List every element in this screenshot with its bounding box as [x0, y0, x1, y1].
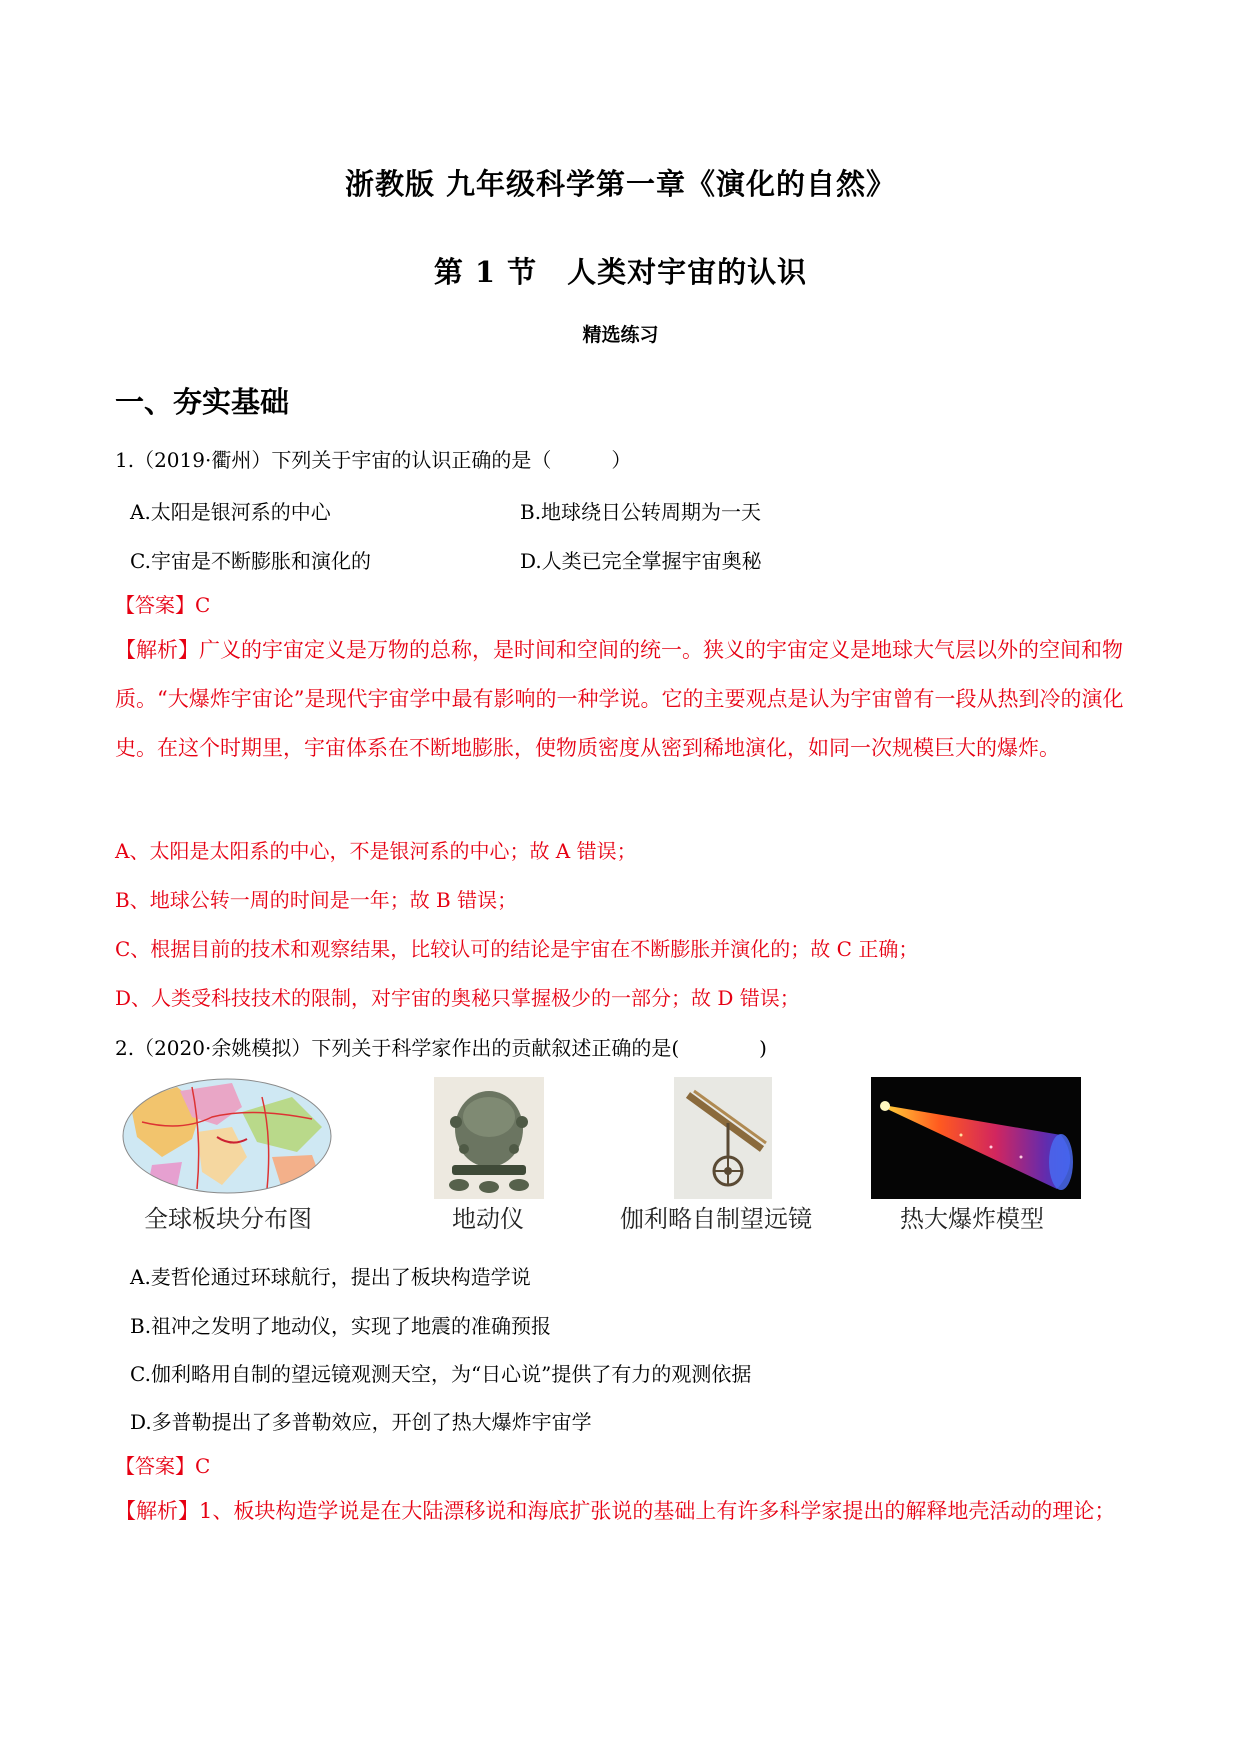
caption-big-bang: 热大爆炸模型: [900, 1205, 1044, 1233]
caption-seismograph: 地动仪: [452, 1205, 524, 1233]
exercise-label: 精选练习: [582, 324, 659, 346]
part-heading: 一、夯实基础: [115, 385, 290, 419]
q2-option-c: C.伽利略用自制的望远镜观测天空，为“日心说”提供了有力的观测依据: [130, 1362, 752, 1386]
q1-option-a: A.太阳是银河系的中心: [130, 500, 331, 524]
q2-image-row: [0, 1075, 1241, 1245]
q1-answer: 【答案】C: [115, 593, 211, 617]
q1-option-c: C.宇宙是不断膨胀和演化的: [130, 549, 371, 573]
caption-telescope: 伽利略自制望远镜: [620, 1205, 812, 1233]
q1-point-a: A、太阳是太阳系的中心，不是银河系的中心；故 A 错误；: [115, 839, 637, 863]
section-heading: 第 1 节 人类对宇宙的认识: [433, 255, 808, 289]
caption-plate-map: 全球板块分布图: [144, 1205, 312, 1233]
q1-option-d: D.人类已完全掌握宇宙奥秘: [520, 549, 762, 573]
q2-option-a: A.麦哲伦通过环球航行，提出了板块构造学说: [130, 1265, 531, 1289]
q2-option-b: B.祖冲之发明了地动仪，实现了地震的准确预报: [130, 1314, 552, 1338]
q2-option-d: D.多普勒提出了多普勒效应，开创了热大爆炸宇宙学: [130, 1410, 592, 1434]
question-1-stem: 1.（2019·衢州）下列关于宇宙的认识正确的是（ ）: [115, 448, 632, 472]
big-bang-model-image: [871, 1077, 1081, 1199]
q1-point-b: B、地球公转一周的时间是一年；故 B 错误；: [115, 888, 518, 912]
q2-analysis: 【解析】1、板块构造学说是在大陆漂移说和海底扩张说的基础上有许多科学家提出的解释地壳活动的理论；: [115, 1499, 1116, 1523]
q2-answer: 【答案】C: [115, 1454, 211, 1478]
q1-option-b: B.地球绕日公转周期为一天: [520, 500, 762, 524]
q1-analysis: 【解析】广义的宇宙定义是万物的总称，是时间和空间的统一。狭义的宇宙定义是地球大气层以外的空间和物质。“大爆炸宇宙论”是现代宇宙学中最有影响的一种学说。它的主要观点是认为宇宙曾有一段从热到冷的演化史。在这个时期里，宇宙体系在不断地膨胀，使物质密度从密到稀地演化，如同一次规模巨大的爆炸。: [115, 638, 1124, 760]
question-2-stem: 2.（2020·余姚模拟）下列关于科学家作出的贡献叙述正确的是( ): [115, 1036, 767, 1060]
document-title: 浙教版 九年级科学第一章《演化的自然》: [344, 167, 897, 201]
world-plate-map-image: [122, 1077, 332, 1195]
telescope-image: [674, 1077, 772, 1199]
q1-point-d: D、人类受科技技术的限制，对宇宙的奥秘只掌握极少的一部分；故 D 错误；: [115, 986, 800, 1010]
seismograph-image: [434, 1077, 544, 1199]
q1-point-c: C、根据目前的技术和观察结果，比较认可的结论是宇宙在不断膨胀并演化的；故 C 正确；: [115, 937, 919, 961]
